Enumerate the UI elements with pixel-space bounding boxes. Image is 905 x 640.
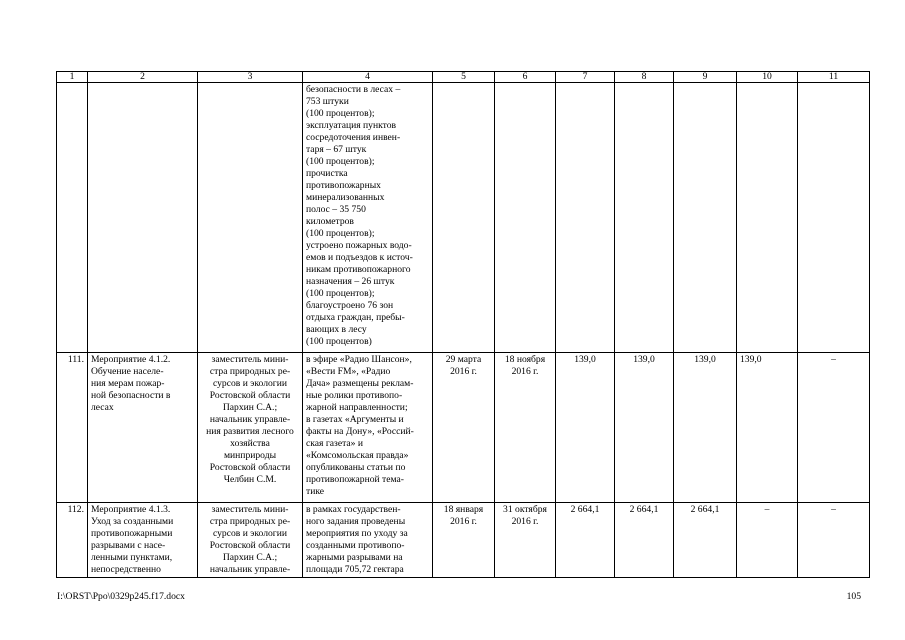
- cell-value: [737, 83, 798, 353]
- text-line: ская газета» и: [306, 438, 363, 449]
- text-line: (100 процентов);: [306, 108, 375, 119]
- cell-value: [556, 83, 615, 353]
- text-line: ной безопасности в: [91, 390, 171, 401]
- table-row: [57, 503, 870, 578]
- text-line: созданными противопо-: [306, 540, 405, 551]
- text-line: 31 октября: [503, 504, 547, 515]
- text-line: в рамках государствен-: [306, 504, 401, 515]
- text-line: стра природных ре-: [209, 366, 291, 377]
- cell-result: [303, 353, 433, 503]
- text-line: ния развития лесного: [206, 426, 294, 437]
- text-line: 18 января: [443, 504, 484, 515]
- header-cell: 8: [615, 72, 674, 83]
- cell-number: 112.: [57, 503, 88, 578]
- text-line: 753 штуки: [306, 96, 349, 107]
- text-line: жарными разрывами на: [306, 552, 403, 563]
- text-line: Пархин С.А.;: [222, 402, 278, 413]
- cell-start-date: [433, 353, 495, 503]
- text-line: Мероприятие 4.1.2.: [91, 354, 171, 365]
- header-cell: 3: [198, 72, 303, 83]
- text-line: 18 ноября: [504, 354, 546, 365]
- text-line: противопожарной тема-: [306, 474, 404, 485]
- text-line: отдыха граждан, пребы-: [306, 312, 405, 323]
- text-line: полос – 35 750: [306, 204, 366, 215]
- cell-value: 2 664,1: [615, 503, 674, 578]
- text-line: благоустроено 76 зон: [306, 300, 394, 311]
- cell-number: [57, 83, 88, 353]
- text-line: Обучение населе-: [91, 366, 164, 377]
- text-line: сурсов и экологии: [213, 378, 287, 389]
- header-cell: 11: [798, 72, 870, 83]
- text-line: Дача» размещены реклам-: [306, 378, 414, 389]
- text-line: 29 марта: [445, 354, 482, 365]
- text-line: 2016 г.: [450, 516, 477, 527]
- cell-start-date: [433, 83, 495, 353]
- header-cell: 5: [433, 72, 495, 83]
- cell-activity: [88, 83, 198, 353]
- text-line: начальник управле-: [209, 414, 291, 425]
- text-line: Ростовской области: [209, 462, 291, 473]
- text-line: начальник управле-: [209, 564, 291, 575]
- cell-value: [615, 83, 674, 353]
- text-line: противопожарными: [91, 528, 173, 539]
- text-line: площади 705,72 гектара: [306, 564, 404, 575]
- cell-value: [674, 83, 737, 353]
- header-cell: 6: [495, 72, 556, 83]
- text-line: мероприятия по уходу за: [306, 528, 408, 539]
- text-line: емов и подъездов к источ-: [306, 252, 413, 263]
- text-line: жарной направленности;: [306, 402, 408, 413]
- cell-value: –: [798, 503, 870, 578]
- column-number-row: [57, 72, 870, 83]
- cell-end-date: [495, 83, 556, 353]
- file-path: I:\ORST\Ppo\0329p245.f17.docx: [57, 591, 185, 602]
- text-line: противопожарных: [306, 180, 381, 191]
- text-line: стра природных ре-: [209, 516, 291, 527]
- cell-value: 139,0: [556, 353, 615, 503]
- text-line: 2016 г.: [450, 366, 477, 377]
- cell-value: –: [737, 503, 798, 578]
- text-line: заместитель мини-: [211, 504, 289, 515]
- report-table: [56, 71, 870, 578]
- header-cell: 7: [556, 72, 615, 83]
- text-line: ния мерам пожар-: [91, 378, 165, 389]
- header-cell: 9: [674, 72, 737, 83]
- header-cell: 1: [57, 72, 88, 83]
- text-line: Мероприятие 4.1.3.: [91, 504, 171, 515]
- text-line: «Вести FM», «Радио: [306, 366, 391, 377]
- text-line: 2016 г.: [511, 516, 539, 527]
- cell-value: 2 664,1: [556, 503, 615, 578]
- cell-responsible: [198, 353, 303, 503]
- text-line: «Комсомольская правда»: [306, 450, 409, 461]
- cell-result: [303, 503, 433, 578]
- text-line: в эфире «Радио Шансон»,: [306, 354, 412, 365]
- cell-start-date: [433, 503, 495, 578]
- text-line: ленными пунктами,: [91, 552, 173, 563]
- text-line: таря – 67 штук: [306, 144, 367, 155]
- cell-responsible: [198, 83, 303, 353]
- text-line: 2016 г.: [511, 366, 539, 377]
- text-line: сосредоточения инвен-: [306, 132, 401, 143]
- table-row: [57, 353, 870, 503]
- text-line: вающих в лесу: [306, 324, 367, 335]
- text-line: тике: [306, 486, 325, 497]
- text-line: Ростовской области: [209, 540, 291, 551]
- text-line: минерализованных: [306, 192, 385, 203]
- text-line: (100 процентов);: [306, 228, 375, 239]
- cell-value: 139,0: [674, 353, 737, 503]
- text-line: (100 процентов): [306, 336, 372, 347]
- text-line: Челбин С.М.: [223, 474, 277, 485]
- text-line: ного задания проведены: [306, 516, 406, 527]
- text-line: (100 процентов);: [306, 288, 375, 299]
- header-cell: 10: [737, 72, 798, 83]
- cell-value: 139,0: [615, 353, 674, 503]
- cell-end-date: [495, 353, 556, 503]
- cell-value: [798, 83, 870, 353]
- text-line: назначения – 26 штук: [306, 276, 395, 287]
- text-line: минприроды: [223, 450, 277, 461]
- text-line: лесах: [91, 402, 114, 413]
- page-number: 105: [846, 591, 861, 602]
- cell-value: 139,0: [737, 353, 798, 503]
- cell-responsible: [198, 503, 303, 578]
- text-line: прочистка: [306, 168, 348, 179]
- text-line: факты на Дону», «Россий-: [306, 426, 414, 437]
- cell-activity: [88, 353, 198, 503]
- cell-result: [303, 83, 433, 353]
- cell-activity: [88, 503, 198, 578]
- cell-end-date: [495, 503, 556, 578]
- text-line: Ростовской области: [209, 390, 291, 401]
- text-line: непосредственно: [91, 564, 161, 575]
- header-cell: 2: [88, 72, 198, 83]
- cell-number: 111.: [57, 353, 88, 503]
- table-row: [57, 83, 870, 353]
- text-line: Пархин С.А.;: [222, 552, 278, 563]
- text-line: устроено пожарных водо-: [306, 240, 412, 251]
- cell-value: –: [798, 353, 870, 503]
- text-line: ные ролики противопо-: [306, 390, 403, 401]
- text-line: сурсов и экологии: [213, 528, 287, 539]
- text-line: хозяйства: [230, 438, 270, 449]
- header-cell: 4: [303, 72, 433, 83]
- text-line: километров: [306, 216, 354, 227]
- text-line: в газетах «Аргументы и: [306, 414, 404, 425]
- text-line: заместитель мини-: [211, 354, 289, 365]
- text-line: эксплуатация пунктов: [306, 120, 397, 131]
- text-line: опубликованы статьи по: [306, 462, 406, 473]
- text-line: разрывами с насе-: [91, 540, 166, 551]
- text-line: (100 процентов);: [306, 156, 375, 167]
- cell-value: 2 664,1: [674, 503, 737, 578]
- text-line: безопасности в лесах –: [306, 84, 401, 95]
- text-line: никам противопожарного: [306, 264, 411, 275]
- text-line: Уход за созданными: [91, 516, 174, 527]
